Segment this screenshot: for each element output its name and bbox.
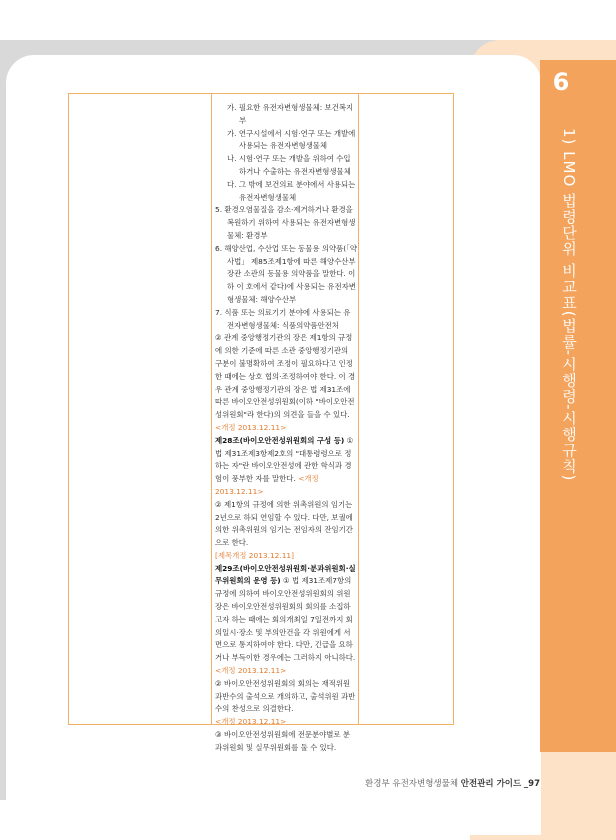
paragraph: 6. 해양산업, 수산업 또는 동물용 의약품(「약사법」 제85조제1항에 따른 해양수산부장관 소관의 동물용 의약품을 말한다. 이하 이 호에서 같다)에 사용되는 유전자변형생물체: 해양수산부 bbox=[215, 243, 357, 304]
paragraph: 가. 연구시설에서 시험·연구 또는 개발에 사용되는 유전자변형생물체 bbox=[227, 128, 356, 151]
amendment-note: <개정 2013.12.11> bbox=[215, 474, 319, 496]
footer-publication: 환경부 유전자변형생물체 bbox=[365, 779, 459, 789]
page-number: _97 bbox=[523, 779, 540, 789]
page-footer bbox=[340, 777, 540, 789]
paragraph: 다. 그 밖에 보건의료 분야에서 사용되는 유전자변형생물체 bbox=[227, 179, 356, 202]
article-29 bbox=[215, 563, 357, 665]
article-heading: 제28조(바이오안전성위원회의 구성 등) bbox=[215, 435, 345, 445]
paragraph: 가. 필요한 유전자변형생물체: 보건복지부 bbox=[227, 103, 354, 125]
paragraph: ② 관계 중앙행정기관의 장은 제1항의 규정에 의한 기준에 따른 소관 중앙행정기관의 구분이 불명확하여 조정이 필요하다고 인정한 때에는 상호 협의·조정하여야 한다. 이 경우 관계 중앙행정기관의 장은 법 제31조에 따른 바이오안전성위원회(이하 "바이오안전성위원회"라 한다)의 의견을 들을 수 있다. bbox=[215, 333, 356, 420]
chapter-number: 6 bbox=[552, 68, 570, 96]
column-divider-left bbox=[211, 94, 212, 724]
paragraph: 7. 식품 또는 의료기기 분야에 사용되는 유전자변형생물체: 식품의약품안전처 bbox=[215, 307, 351, 330]
paragraph: 나. 시험·연구 또는 개발을 위하여 수입하거나 수출하는 유전자변형생물체 bbox=[227, 154, 351, 176]
paragraph: ② 제1항의 규정에 의한 위촉위원의 임기는 2년으로 하되 연임할 수 있다. 다만, 보궐에 의한 위촉위원의 임기는 전임자의 잔임기간으로 한다. bbox=[215, 499, 353, 548]
footer-guide-title: 안전관리 가이드 bbox=[460, 779, 522, 789]
article-heading: 제29조(바이오안전성위원회·분과위원회·실무위원회의 운영 등) bbox=[215, 563, 356, 586]
paragraph: 5. 환경오염물질을 감소·제거하거나 환경을 복원하기 위하여 사용되는 유전자변형생물체: 환경부 bbox=[215, 205, 356, 240]
article-body: ① 법 제31조제3항제2호의 "대통령령으로 정하는 자"란 바이오안전성에 관한 학식과 경험이 풍부한 자를 말한다. bbox=[215, 435, 354, 484]
paragraph: ② 바이오안전성위원회의 회의는 재적위원 과반수의 출석으로 개의하고, 출석위원 과반수의 찬성으로 의결한다. bbox=[215, 678, 356, 714]
amendment-note: <개정 2013.12.11> bbox=[215, 717, 287, 727]
column-divider-right bbox=[358, 94, 359, 724]
article-28 bbox=[215, 435, 357, 499]
paragraph: ③ 바이오안전성위원회에 전문분야별로 분과위원회 및 실무위원회를 둘 수 있다. bbox=[215, 730, 351, 752]
amendment-note: <개정 2013.12.11> bbox=[215, 422, 287, 432]
decree-column-text bbox=[215, 102, 357, 755]
amendment-note: <개정 2013.12.11> bbox=[215, 666, 287, 676]
article-body: ① 법 제31조제7항의 규정에 의하여 바이오안전성위원회의 위원장은 바이오안전성위원회의 회의를 소집하고자 하는 때에는 회의개최일 7일전까지 회의일시·장소 및 부의안건을 각 위원에게 서면으로 통지하여야 한다. 다만, 긴급을 요하거나 부득이한 경우에는 그러하지 아니하다. bbox=[215, 576, 356, 663]
amendment-note: [제목개정 2013.12.11] bbox=[215, 550, 294, 560]
chapter-title: 1) LMO 법령단위 비교표(법률-시행령-시행규칙) bbox=[560, 128, 578, 482]
